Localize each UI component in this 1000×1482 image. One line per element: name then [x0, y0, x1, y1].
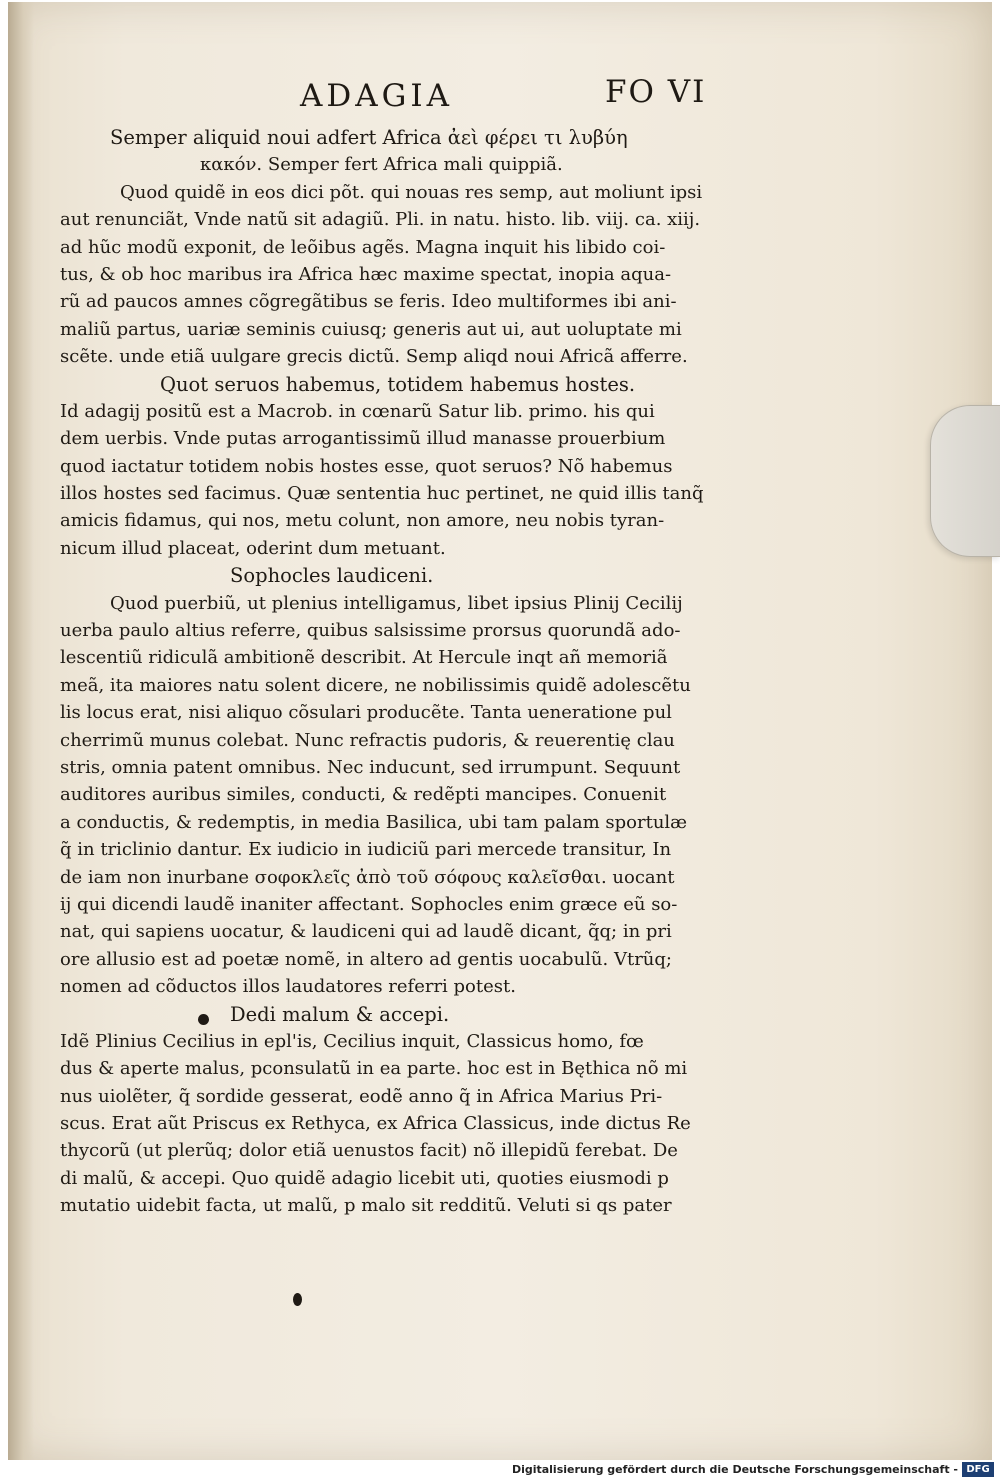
text-line: auditores auribus similes, conducti, & redẽpti mancipes. Conuenit	[60, 784, 667, 806]
text-line: lis locus erat, nisi aliquo cõsulari producẽte. Tanta ueneratione pul	[60, 702, 672, 724]
text-line: meã, ita maiores natu solent dicere, ne nobilissimis quidẽ adolescẽtu	[60, 674, 691, 696]
page-gutter-edge	[8, 2, 34, 1460]
text-line: tus, & ob hoc maribus ira Africa hæc maxime spectat, inopia aqua-	[60, 263, 672, 285]
text-line: thycorũ (ut plerũq; dolor etiã uenustos facit) nõ illepidũ ferebat. De	[60, 1140, 678, 1162]
text-line: de iam non inurbane σοφοκλεῖς ἀπὸ τοῦ σόφους καλεῖσθαι. uocant	[60, 866, 675, 888]
adage-title-sophocles: Sophocles laudiceni.	[230, 564, 434, 588]
adage-title-dedi-malum: Dedi malum & accepi.	[230, 1002, 450, 1026]
text-line: dem uerbis. Vnde putas arrogantissimũ illud manasse prouerbium	[60, 428, 666, 450]
text-line: a conductis, & redemptis, in media Basilica, ubi tam palam sportulæ	[60, 811, 688, 833]
text-line: quod iactatur totidem nobis hostes esse, quot seruos? Nõ habemus	[60, 455, 673, 477]
page-clip	[930, 405, 1000, 557]
text-line: uerba paulo altius referre, quibus salsissime prorsus quorundã ado-	[60, 620, 681, 642]
text-line: ad hũc modũ exponit, de leõibus agẽs. Magna inquit his libido coi-	[60, 236, 666, 258]
text-line: aut renunciãt, Vnde natũ sit adagiũ. Pli. in natu. histo. lib. viij. ca. xiij.	[60, 209, 701, 231]
text-line: nicum illud placeat, oderint dum metuant.	[60, 537, 446, 559]
text-line: cherrimũ munus colebat. Nunc refractis pudoris, & reuerentię clau	[60, 729, 675, 751]
adage-title-seruos: Quot seruos habemus, totidem habemus hostes.	[160, 372, 636, 396]
text-line: maliũ partus, uariæ seminis cuiusq; generis aut ui, aut uoluptate mi	[60, 318, 682, 340]
text-line: Quod puerbiũ, ut plenius intelligamus, libet ipsius Plinij Cecilij	[110, 592, 683, 614]
text-line: rũ ad paucos amnes cõgregãtibus se feris. Ideo multiformes ibi ani-	[60, 291, 677, 313]
text-line: nomen ad cõductos illos laudatores referri potest.	[60, 976, 516, 998]
text-line: ore allusio est ad poetæ nomẽ, in altero ad gentis uocabulũ. Vtrũq;	[60, 948, 672, 970]
text-line: Idẽ Plinius Cecilius in epl'is, Cecilius inquit, Classicus homo, fœ	[60, 1030, 644, 1052]
text-line: stris, omnia patent omnibus. Nec inducunt, sed irrumpunt. Sequunt	[60, 756, 681, 778]
text-line: nat, qui sapiens uocatur, & laudiceni qui ad laudẽ dicant, q̃q; in pri	[60, 921, 672, 943]
text-line: scẽte. unde etiã uulgare grecis dictũ. Semp aliqd noui Africã afferre.	[60, 346, 688, 368]
folio-number: FO VI	[605, 74, 707, 110]
text-line: scus. Erat aũt Priscus ex Rethyca, ex Africa Classicus, inde dictus Re	[60, 1113, 691, 1135]
text-line: nus uiolẽter, q̃ sordide gesserat, eodẽ anno q̃ in Africa Marius Pri-	[60, 1085, 663, 1107]
adage-title-africa: Semper aliquid noui adfert Africa ἀεὶ φέρει τι λυβύη	[110, 126, 628, 149]
text-line: Quod quidẽ in eos dici põt. qui nouas res semp, aut moliunt ipsi	[120, 181, 703, 203]
text-line: mutatio uidebit facta, ut malũ, p malo sit redditũ. Veluti si qs pater	[60, 1195, 672, 1217]
text-line: amicis fidamus, qui nos, metu colunt, non amore, neu nobis tyran-	[60, 510, 665, 532]
running-title: ADAGIA	[300, 78, 454, 114]
text-line: q̃ in triclinio dantur. Ex iudicio in iudiciũ pari mercede transitur, In	[60, 839, 672, 861]
adage-title-africa-cont: κακόν. Semper fert Africa mali quippiã.	[200, 154, 563, 176]
text-line: ij qui dicendi laudẽ inaniter affectant. Sophocles enim græce eũ so-	[60, 893, 678, 915]
paragraph-bullet	[198, 1014, 209, 1025]
page-body	[60, 124, 768, 1220]
text-line: di malũ, & accepi. Quo quidẽ adagio licebit uti, quoties eiusmodi p	[60, 1167, 669, 1189]
text-line: illos hostes sed facimus. Quæ sententia huc pertinet, ne quid illis tanq̃	[60, 483, 704, 505]
funding-credit: Digitalisierung gefördert durch die Deutsche Forschungsgemeinschaft -	[511, 1463, 958, 1476]
text-line: Id adagij positũ est a Macrob. in cœnarũ Satur lib. primo. his qui	[60, 400, 655, 422]
ink-dot	[293, 1293, 302, 1306]
text-line: lescentiũ ridiculã ambitionẽ describit. At Hercule inqt añ memoriã	[60, 647, 668, 669]
text-line: dus & aperte malus, pconsulatũ in ea parte. hoc est in Bęthica nõ mi	[60, 1058, 688, 1080]
dfg-logo: DFG	[962, 1462, 994, 1477]
